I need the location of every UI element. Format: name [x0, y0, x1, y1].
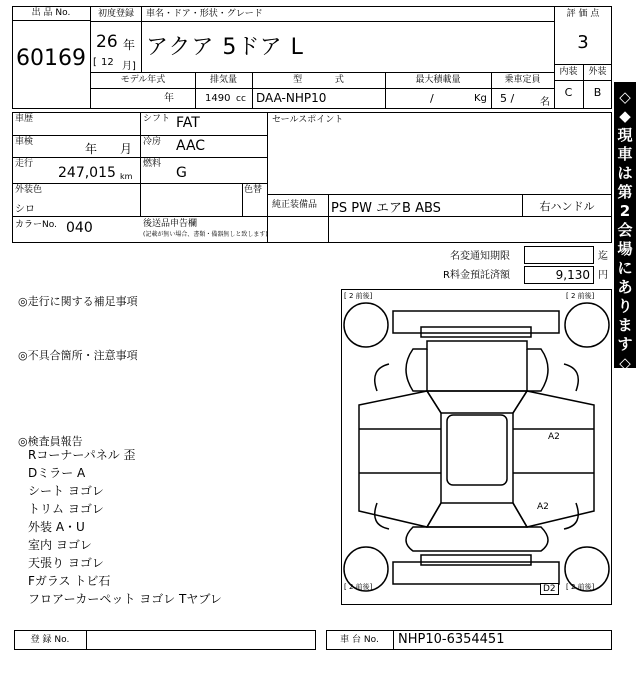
- color-no-value: 040: [66, 220, 93, 236]
- model-year-label: モデル年式: [120, 75, 166, 85]
- displacement-value: 1490: [205, 93, 231, 104]
- tire-label-tl: [ 2 前後]: [344, 292, 373, 300]
- list-item: Rコーナーパネル 歪: [28, 448, 136, 462]
- list-item: 室内 ヨゴレ: [28, 538, 92, 552]
- equipment-label: 純正装備品: [272, 200, 318, 210]
- car-name-label: 車名・ドア・形状・グレード: [146, 9, 263, 19]
- fuel-value: G: [176, 165, 187, 181]
- rear-window: [427, 503, 527, 527]
- rear-plate: [421, 555, 531, 565]
- left-side: [359, 391, 441, 527]
- shift-label: シフト: [143, 114, 171, 124]
- mileage-value: 247,015: [58, 165, 116, 181]
- capacity-label: 乗車定員: [504, 75, 541, 85]
- first-reg-year: 26: [96, 32, 118, 52]
- model-year-unit: 年: [164, 93, 174, 104]
- right-side: [513, 391, 594, 527]
- inspection-label: 車検: [15, 137, 34, 147]
- damage-mark-a2-lower: A2: [537, 502, 549, 512]
- damage-mark-a2-upper: A2: [548, 432, 560, 442]
- exterior-grade: B: [593, 86, 602, 99]
- capacity-value: 5 /: [500, 92, 515, 105]
- declaration-label: 後送品申告欄: [143, 219, 198, 229]
- recycle-unit: 円: [598, 270, 608, 281]
- defects-heading: ◎不具合箇所・注意事項: [18, 349, 138, 362]
- max-load-unit: Kg: [474, 93, 487, 104]
- driving-notes-heading: ◎走行に関する補足事項: [18, 295, 138, 308]
- tire-label-tr: [ 2 前後]: [566, 292, 595, 300]
- roof: [447, 415, 507, 485]
- max-load-value: /: [430, 92, 434, 105]
- equipment-value: PS PW エアB ABS: [331, 201, 441, 216]
- color-no-label: カラーNo.: [15, 220, 57, 230]
- inspector-report-heading: ◎検査員報告: [18, 435, 83, 448]
- sales-point-label: セールスポイント: [272, 115, 344, 125]
- trunk: [406, 527, 548, 551]
- list-item: 外装 A・U: [28, 520, 85, 534]
- steering-value: 右ハンドル: [539, 200, 595, 213]
- first-reg-month: 12: [101, 57, 114, 68]
- exterior-label: 外装: [588, 67, 607, 77]
- interior-grade: C: [564, 86, 573, 99]
- list-item: Dミラー A: [28, 466, 86, 480]
- history-label: 車歴: [15, 114, 34, 124]
- model-code: DAA-NHP10: [256, 91, 327, 105]
- tire-front-right: [565, 303, 609, 347]
- first-reg-month-open: [: [93, 57, 97, 68]
- list-item: 天張り ヨゴレ: [28, 556, 104, 570]
- list-item: シート ヨゴレ: [28, 484, 104, 498]
- inspector-items-list: [28, 446, 222, 608]
- inspection-year-unit: 年: [85, 142, 98, 156]
- car-diagram: [341, 289, 612, 605]
- score-label: 評 価 点: [566, 9, 600, 19]
- tire-front-left: [344, 303, 388, 347]
- shift-value: FAT: [176, 115, 200, 131]
- mileage-label: 走行: [15, 159, 34, 169]
- color-change-label: 色替: [244, 185, 263, 195]
- windshield: [427, 391, 527, 413]
- exterior-color-label: 外装色: [15, 185, 43, 195]
- interior-label: 内装: [559, 67, 578, 77]
- max-load-label: 最大積載量: [415, 75, 461, 85]
- inspection-month-unit: 月: [120, 142, 133, 156]
- capacity-unit: 名: [540, 97, 550, 108]
- car-name: アクア 5ドア L: [146, 35, 304, 60]
- exterior-color-value: シロ: [15, 204, 35, 215]
- tire-label-bl: [ 2 前後]: [344, 583, 373, 591]
- lot-no-label: [12, 7, 90, 21]
- model-code-label: 型 式: [293, 75, 344, 85]
- location-sidebar: [614, 82, 636, 391]
- first-reg-label: 初度登録: [97, 9, 134, 19]
- mileage-unit: km: [120, 172, 133, 181]
- recycle-label: R料金預託済額: [443, 270, 510, 281]
- front-plate: [421, 327, 531, 337]
- displacement-unit: cc: [236, 94, 246, 104]
- chassis-number: NHP10-6354451: [398, 632, 505, 647]
- reg-no-label: 登 録 No.: [30, 635, 70, 645]
- list-item: トリム ヨゴレ: [28, 502, 104, 516]
- displacement-label: 排気量: [209, 75, 237, 85]
- name-change-unit: 迄: [598, 251, 608, 262]
- declaration-note: (記載が無い場合、書類・備器無しと致します): [143, 231, 268, 238]
- front-bumper: [393, 311, 559, 333]
- score-value: 3: [577, 32, 589, 53]
- name-change-box: [524, 246, 594, 264]
- chassis-label: 車 台 No.: [340, 635, 379, 645]
- recycle-amount: 9,130: [555, 268, 590, 282]
- ac-label: 冷房: [143, 137, 162, 147]
- lot-no-label-text: 出 品 No.: [31, 8, 71, 18]
- ac-value: AAC: [176, 138, 206, 154]
- list-item: Fガラス トビ石: [28, 574, 111, 588]
- sidebar-text: ◇◆現車は第2会場にあります◇◆: [617, 88, 633, 391]
- fuel-label: 燃料: [143, 159, 162, 169]
- first-reg-month-unit: 月]: [122, 61, 136, 72]
- first-reg-year-unit: 年: [123, 38, 136, 52]
- list-item: フロアーカーペット ヨゴレ Tヤブレ: [28, 592, 222, 606]
- damage-mark-d2: D2: [540, 583, 559, 595]
- name-change-label: 名変通知期限: [450, 251, 510, 262]
- lot-number: 60169: [16, 46, 86, 71]
- tire-label-br: [ 2 前後]: [566, 583, 595, 591]
